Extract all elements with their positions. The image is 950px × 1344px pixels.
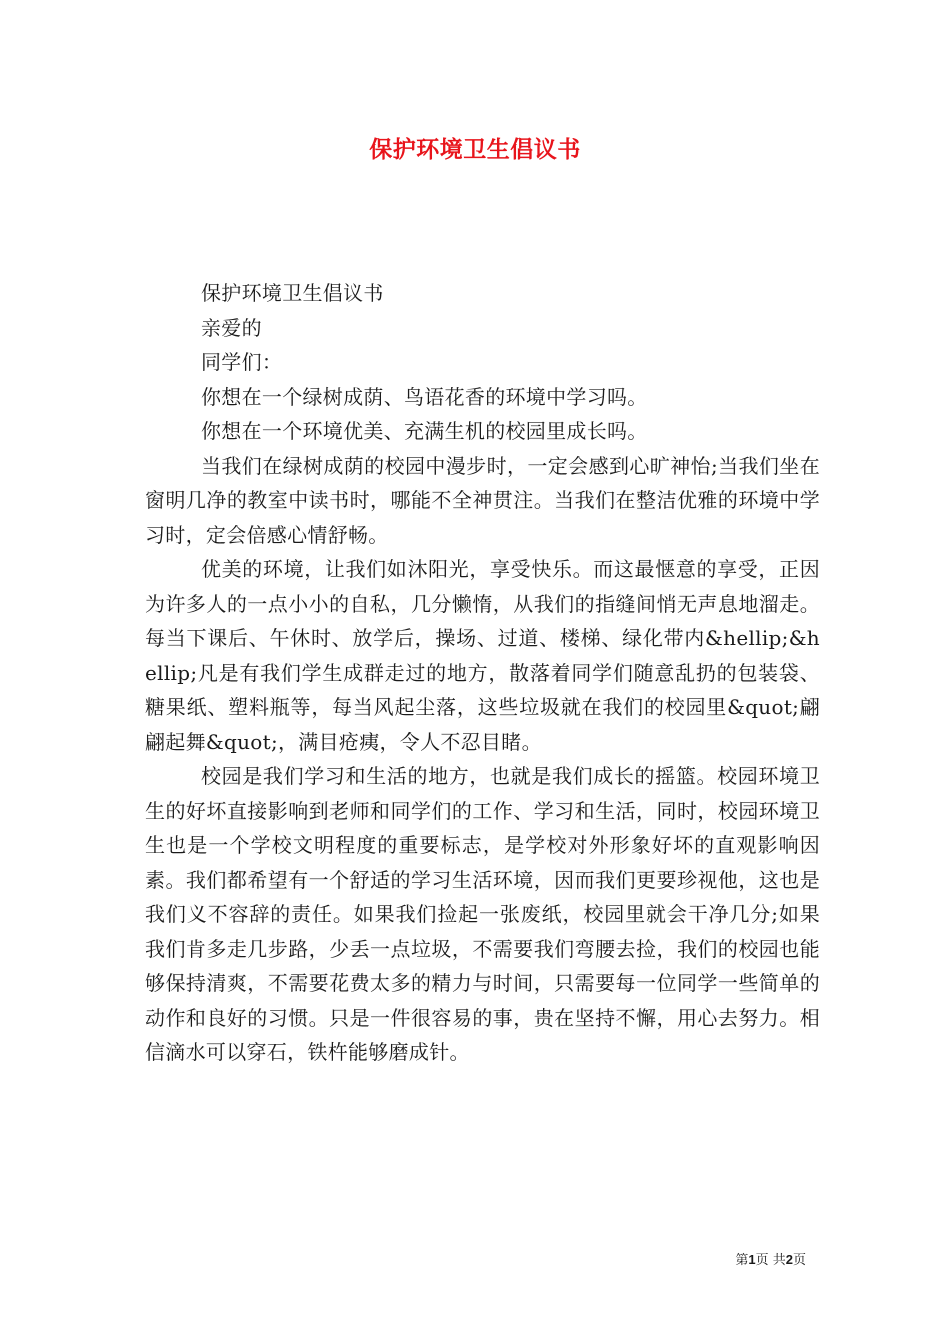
paragraph-1: 当我们在绿树成荫的校园中漫步时，一定会感到心旷神怡;当我们坐在窗明几净的教室中读书时，哪能不全神贯注。当我们在整洁优雅的环境中学习时，定会倍感心情舒畅。	[145, 453, 820, 547]
heading-line: 保护环境卫生倡议书	[201, 281, 384, 305]
document-body	[145, 276, 820, 1070]
footer-page-number: 1	[748, 1252, 756, 1267]
footer-suffix: 页	[792, 1253, 806, 1268]
greeting-line-1: 亲爱的	[201, 315, 262, 340]
page-footer	[735, 1249, 806, 1268]
question-line-1: 你想在一个绿树成荫、鸟语花香的环境中学习吗。	[201, 384, 648, 409]
question-line-2: 你想在一个环境优美、充满生机的校园里成长吗。	[201, 419, 648, 443]
document-title: 保护环境卫生倡议书	[369, 136, 581, 163]
footer-middle: 页 共	[755, 1253, 786, 1268]
footer-total-pages: 2	[785, 1252, 793, 1267]
greeting-line-2: 同学们：	[201, 350, 283, 374]
footer-prefix: 第	[735, 1253, 749, 1268]
paragraph-2: 优美的环境，让我们如沐阳光，享受快乐。而这最惬意的享受，正因为许多人的一点小小的自私，几分懒惰，从我们的指缝间悄无声息地溜走。每当下课后、午休时、放学后，操场、过道、楼梯、绿化带内&hellip;&hellip;凡是有我们学生成群走过的地方，散落着同学们随意乱扔的包装袋、糖果纸、塑料瓶等，每当风起尘落，这些垃圾就在我们的校园里&quot;翩翩起舞&quot;，满目疮痍，令人不忍目睹。	[145, 557, 820, 754]
paragraph-3: 校园是我们学习和生活的地方，也就是我们成长的摇篮。校园环境卫生的好坏直接影响到老师和同学们的工作、学习和生活，同时，校园环境卫生也是一个学校文明程度的重要标志，是学校对外形象好坏的直观影响因素。我们都希望有一个舒适的学习生活环境，因而我们更要珍视他，这也是我们义不容辞的责任。如果我们捡起一张废纸，校园里就会干净几分;如果我们肯多走几步路，少丢一点垃圾，不需要我们弯腰去捡，我们的校园也能够保持清爽，不需要花费太多的精力与时间，只需要每一位同学一些简单的动作和良好的习惯。只是一件很容易的事，贵在坚持不懈，用心去努力。相信滴水可以穿石，铁杵能够磨成针。	[145, 764, 820, 1064]
